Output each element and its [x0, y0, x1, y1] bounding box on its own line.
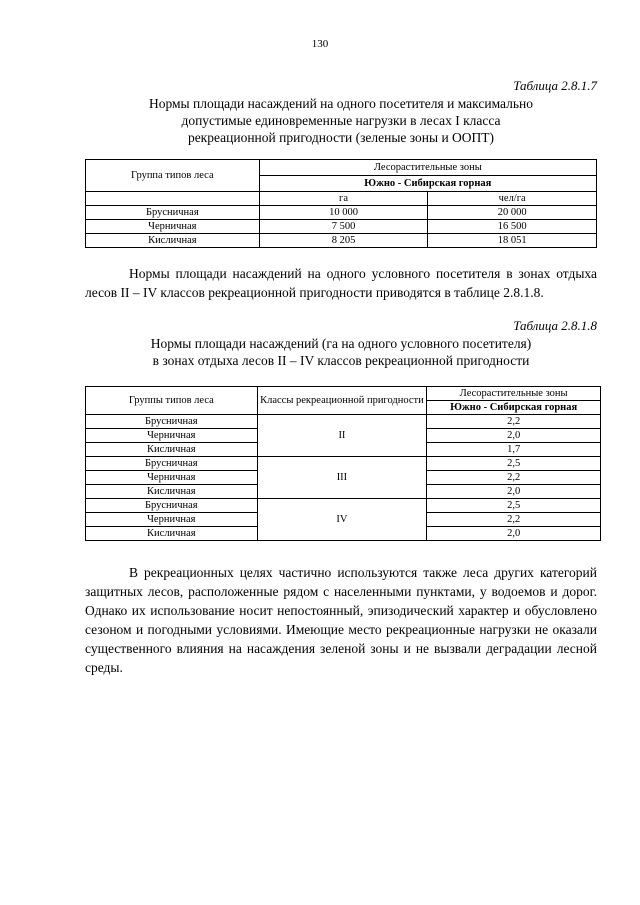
table-row: [86, 457, 601, 471]
table1-cell-per-ha: 18 051: [428, 234, 597, 248]
table1-cell-ha: 8 205: [259, 234, 428, 248]
table2-title: [85, 335, 597, 369]
table2-cell-value: 2,2: [427, 513, 601, 527]
table2-cell-group: Черничная: [86, 513, 258, 527]
table2-cell-value: 2,2: [427, 471, 601, 485]
table1-header-zones: Лесорастительные зоны: [259, 160, 596, 176]
table2-cell-value: 2,0: [427, 485, 601, 499]
table2-caption: Таблица 2.8.1.8: [513, 318, 597, 333]
table1-cell-group: Черничная: [86, 220, 260, 234]
paragraph-2-text: В рекреационных целях частично используются также леса других категорий защитных лесов, расположенные рядом с населенными пунктами, у водоемов и дорог. Однако их использование носит непостоянный, эпизодический характер и обусловлено сезоном и погодными условиями. Имеющие место рекреационные нагрузки не оказали существенного влияния на насаждения зеленой зоны и не вызвали деградации лесной среды.: [85, 565, 597, 675]
table-row: [86, 206, 597, 220]
table1-title-line: Нормы площади насаждений на одного посетителя и максимально: [148, 96, 534, 111]
table1-title: [85, 95, 597, 146]
table2-header-classes: Классы рекреационной пригодности: [257, 387, 427, 415]
table1-header-zone-name: Южно - Сибирская горная: [259, 176, 596, 192]
table2-cell-value: 2,0: [427, 527, 601, 541]
table2-header-zone-name: Южно - Сибирская горная: [427, 401, 601, 415]
paragraph-1: [85, 264, 597, 302]
table1-cell-ha: 10 000: [259, 206, 428, 220]
page-number: 130: [311, 38, 329, 50]
table1-header-unit-per-ha: чел/га: [428, 192, 597, 206]
table2-cell-class: II: [257, 415, 427, 457]
table2: [85, 386, 601, 541]
table1-cell-ha: 7 500: [259, 220, 428, 234]
table1-cell-per-ha: 20 000: [428, 206, 597, 220]
table2-cell-group: Кисличная: [86, 443, 258, 457]
table1-caption: Таблица 2.8.1.7: [513, 78, 597, 93]
table1-cell-group: Брусничная: [86, 206, 260, 220]
table1-title-line: рекреационной пригодности (зеленые зоны и ООПТ): [187, 130, 495, 145]
table2-cell-group: Брусничная: [86, 499, 258, 513]
paragraph-1-text: Нормы площади насаждений на одного условного посетителя в зонах отдыха лесов II – IV классов рекреационной пригодности приводятся в таблице 2.8.1.8.: [85, 266, 597, 300]
table-row: [86, 415, 601, 429]
table2-cell-group: Кисличная: [86, 527, 258, 541]
table-row: [86, 499, 601, 513]
table-row: [86, 234, 597, 248]
table2-cell-value: 2,5: [427, 499, 601, 513]
table2-header-groups: Группы типов леса: [86, 387, 258, 415]
table2-cell-value: 2,5: [427, 457, 601, 471]
table2-cell-group: Черничная: [86, 471, 258, 485]
table1-title-line: допустимые единовременные нагрузки в лесах I класса: [181, 113, 501, 128]
table2-header-zones: Лесорастительные зоны: [427, 387, 601, 401]
table-row: [86, 220, 597, 234]
table2-title-line: в зонах отдыха лесов II – IV классов рекреационной пригодности: [152, 353, 530, 368]
table2-cell-value: 2,0: [427, 429, 601, 443]
table1: [85, 159, 597, 248]
table2-cell-group: Брусничная: [86, 415, 258, 429]
table1-cell-per-ha: 16 500: [428, 220, 597, 234]
table1-header-unit-ha: га: [259, 192, 428, 206]
table1-empty-cell: [86, 192, 260, 206]
table1-cell-group: Кисличная: [86, 234, 260, 248]
paragraph-2: [85, 563, 597, 677]
table2-cell-class: IV: [257, 499, 427, 541]
table2-cell-group: Черничная: [86, 429, 258, 443]
table2-cell-class: III: [257, 457, 427, 499]
table2-cell-group: Брусничная: [86, 457, 258, 471]
table2-cell-value: 2,2: [427, 415, 601, 429]
table1-header-group: Группа типов леса: [86, 160, 260, 192]
table2-cell-value: 1,7: [427, 443, 601, 457]
table2-cell-group: Кисличная: [86, 485, 258, 499]
table2-title-line: Нормы площади насаждений (га на одного условного посетителя): [150, 336, 532, 351]
